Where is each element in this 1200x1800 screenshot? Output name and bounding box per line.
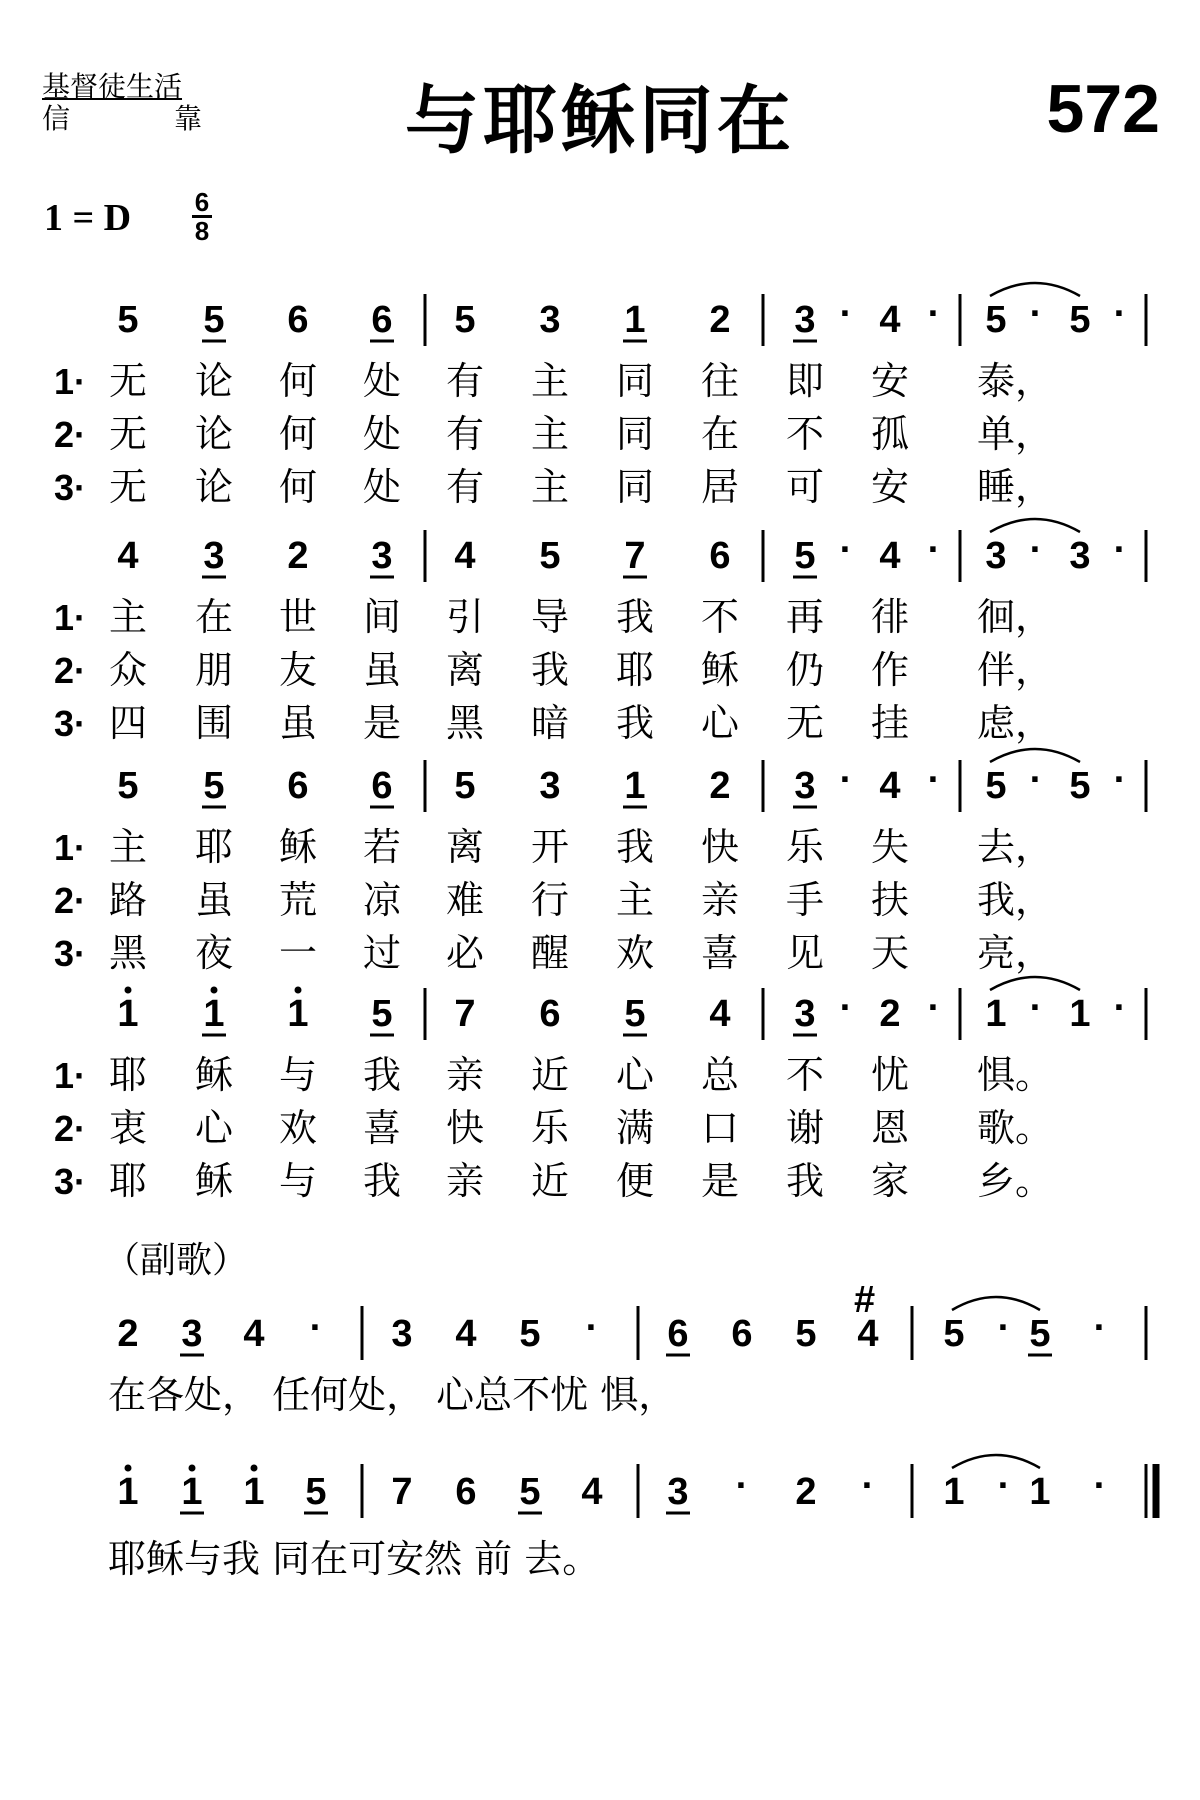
chorus-line2-note: 4 bbox=[581, 1471, 603, 1513]
system1-lyric-char: 单， bbox=[977, 412, 1054, 456]
system4-lyric-char: 衷 bbox=[109, 1106, 148, 1150]
system1-lyric-char: 同 bbox=[616, 465, 655, 509]
system1-lyric-char: 孤 bbox=[871, 412, 910, 456]
system1-note: 5 bbox=[1069, 299, 1091, 341]
chorus-line2-dot: · bbox=[997, 1465, 1011, 1507]
system2-lyric-char: 虽 bbox=[279, 701, 318, 745]
chorus-line2-dot: · bbox=[735, 1465, 749, 1507]
system2-verse-number: 1· bbox=[54, 597, 87, 638]
system1-dot: · bbox=[839, 293, 853, 335]
system1-lyric-char: 主 bbox=[531, 359, 570, 403]
system1-note: 3 bbox=[539, 299, 561, 341]
system3-lyric-char: 快 bbox=[701, 825, 740, 869]
chorus-line1-tie bbox=[952, 1297, 1040, 1310]
time-top: 6 bbox=[194, 187, 210, 217]
system4-lyric-char: 与 bbox=[279, 1053, 318, 1097]
system1-verse-number: 2· bbox=[54, 414, 87, 455]
system2-note: 2 bbox=[287, 535, 309, 577]
chorus-line1-dot: · bbox=[1093, 1307, 1107, 1349]
system3-dot: · bbox=[1113, 759, 1127, 801]
system3-lyric-char: 开 bbox=[531, 825, 570, 869]
chorus-line2-note: 2 bbox=[795, 1471, 817, 1513]
system4-dot: · bbox=[927, 987, 941, 1029]
system1-lyric-char: 处 bbox=[363, 412, 402, 456]
system1-note: 4 bbox=[879, 299, 901, 341]
system1-note: 2 bbox=[709, 299, 731, 341]
system4-verse-number: 2· bbox=[54, 1108, 87, 1149]
system1-lyric-char: 无 bbox=[109, 359, 148, 403]
system4-lyric-char: 近 bbox=[531, 1053, 570, 1097]
system4-lyric-char: 亲 bbox=[446, 1053, 485, 1097]
system3-lyric-char: 行 bbox=[531, 878, 570, 922]
chorus-line2-note: 6 bbox=[455, 1471, 477, 1513]
system1-lyric-char: 有 bbox=[446, 412, 485, 456]
chorus-lyric-line2: 耶稣与我 同在可安然 前 去。 bbox=[108, 1537, 601, 1581]
system3-lyric-char: 路 bbox=[109, 878, 148, 922]
system1-lyric-char: 论 bbox=[195, 412, 234, 456]
system2-lyric-char: 徘 bbox=[871, 595, 910, 639]
system2-lyric-char: 是 bbox=[363, 701, 402, 745]
system1-note: 5 bbox=[454, 299, 476, 341]
system3-note: 3 bbox=[794, 765, 816, 807]
system1-lyric-char: 泰， bbox=[977, 359, 1054, 403]
system4-note: 1 bbox=[1069, 993, 1091, 1035]
system3-lyric-char: 夜 bbox=[195, 931, 234, 975]
chorus-line2-note: 7 bbox=[391, 1471, 413, 1513]
system1-note: 1 bbox=[624, 299, 646, 341]
system2-lyric-char: 作 bbox=[871, 648, 910, 692]
chorus-line1-note: 6 bbox=[667, 1313, 689, 1355]
system1-lyric-char: 即 bbox=[786, 359, 825, 403]
chorus-line1-note: 4 bbox=[455, 1313, 477, 1355]
system3-lyric-char: 我 bbox=[616, 825, 655, 869]
system4-lyric-char: 我 bbox=[363, 1159, 402, 1203]
system4-lyric-char: 耶 bbox=[109, 1053, 148, 1097]
system3-lyric-char: 难 bbox=[446, 878, 485, 922]
chorus-line2-octave-dot bbox=[189, 1465, 196, 1472]
system1-note: 6 bbox=[371, 299, 393, 341]
system2-lyric-char: 众 bbox=[109, 648, 148, 692]
system3-lyric-char: 耶 bbox=[195, 825, 234, 869]
system1-note: 3 bbox=[794, 299, 816, 341]
system2-lyric-char: 黑 bbox=[446, 701, 485, 745]
system3-lyric-char: 喜 bbox=[701, 931, 740, 975]
system3-lyric-char: 我， bbox=[977, 878, 1054, 922]
system2-lyric-char: 围 bbox=[195, 701, 234, 745]
system2-lyric-char: 世 bbox=[279, 595, 318, 639]
system3-lyric-char: 若 bbox=[363, 825, 402, 869]
key-signature: 1 = D bbox=[44, 197, 132, 239]
chorus-line1-note: 4 bbox=[243, 1313, 265, 1355]
system4-lyric-char: 歌。 bbox=[977, 1106, 1054, 1150]
system2-lyric-char: 在 bbox=[195, 595, 234, 639]
system2-lyric-char: 挂 bbox=[871, 701, 910, 745]
system3-lyric-char: 过 bbox=[363, 931, 402, 975]
system3-note: 5 bbox=[117, 765, 139, 807]
system4-lyric-char: 耶 bbox=[109, 1159, 148, 1203]
system2-lyric-char: 虽 bbox=[363, 648, 402, 692]
system2-lyric-char: 心 bbox=[701, 701, 740, 745]
system1-lyric-char: 同 bbox=[616, 412, 655, 456]
system4-lyric-char: 心 bbox=[616, 1053, 655, 1097]
system3-note: 5 bbox=[1069, 765, 1091, 807]
system3-note: 1 bbox=[624, 765, 646, 807]
hymn-number: 572 bbox=[1046, 71, 1160, 147]
chorus-line1-note: 5 bbox=[519, 1313, 541, 1355]
chorus-line2-note: 1 bbox=[1029, 1471, 1051, 1513]
system1-lyric-char: 不 bbox=[786, 412, 825, 456]
system1-lyric-char: 主 bbox=[531, 465, 570, 509]
system1-lyric-char: 无 bbox=[109, 412, 148, 456]
system3-note: 6 bbox=[287, 765, 309, 807]
system3-note: 3 bbox=[539, 765, 561, 807]
system4-lyric-char: 我 bbox=[363, 1053, 402, 1097]
system2-lyric-char: 我 bbox=[616, 595, 655, 639]
system4-note: 7 bbox=[454, 993, 476, 1035]
system4-lyric-char: 满 bbox=[616, 1106, 655, 1150]
system1-lyric-char: 居 bbox=[701, 465, 740, 509]
system4-octave-dot bbox=[295, 987, 302, 994]
system2-dot: · bbox=[839, 529, 853, 571]
system2-note: 4 bbox=[454, 535, 476, 577]
chorus-line2-octave-dot bbox=[125, 1465, 132, 1472]
system2-note: 7 bbox=[624, 535, 646, 577]
system3-lyric-char: 扶 bbox=[871, 878, 910, 922]
system4-lyric-char: 是 bbox=[701, 1159, 740, 1203]
system2-note: 3 bbox=[1069, 535, 1091, 577]
system1-lyric-char: 安 bbox=[871, 359, 910, 403]
system4-lyric-char: 与 bbox=[279, 1159, 318, 1203]
system1-lyric-char: 论 bbox=[195, 465, 234, 509]
chorus-line1-dot: · bbox=[309, 1307, 323, 1349]
chorus-line2-note: 1 bbox=[117, 1471, 139, 1513]
chorus-line1-note: 5 bbox=[795, 1313, 817, 1355]
system3-lyric-char: 荒 bbox=[279, 878, 318, 922]
system3-lyric-char: 必 bbox=[446, 931, 485, 975]
system1-lyric-char: 可 bbox=[786, 465, 825, 509]
system2-lyric-char: 徊， bbox=[977, 595, 1054, 639]
chorus-line2-note: 1 bbox=[943, 1471, 965, 1513]
system1-note: 6 bbox=[287, 299, 309, 341]
system4-note: 1 bbox=[117, 993, 139, 1035]
system1-lyric-char: 无 bbox=[109, 465, 148, 509]
system2-lyric-char: 主 bbox=[109, 595, 148, 639]
system4-lyric-char: 我 bbox=[786, 1159, 825, 1203]
system2-note: 4 bbox=[117, 535, 139, 577]
chorus-line2-dot: · bbox=[861, 1465, 875, 1507]
system4-dot: · bbox=[839, 987, 853, 1029]
system1-lyric-char: 论 bbox=[195, 359, 234, 403]
system3-note: 5 bbox=[985, 765, 1007, 807]
system3-lyric-char: 手 bbox=[786, 878, 825, 922]
system3-dot: · bbox=[1029, 759, 1043, 801]
system1-dot: · bbox=[1029, 293, 1043, 335]
system2-lyric-char: 间 bbox=[363, 595, 402, 639]
system1-dot: · bbox=[927, 293, 941, 335]
system4-lyric-char: 总 bbox=[701, 1053, 740, 1097]
system4-dot: · bbox=[1029, 987, 1043, 1029]
system4-note: 5 bbox=[624, 993, 646, 1035]
system1-lyric-char: 安 bbox=[871, 465, 910, 509]
subcategory-right: 靠 bbox=[173, 102, 202, 135]
chorus-line1-note: 3 bbox=[181, 1313, 203, 1355]
system1-lyric-char: 处 bbox=[363, 359, 402, 403]
system3-dot: · bbox=[927, 759, 941, 801]
chorus-line1-note: 2 bbox=[117, 1313, 139, 1355]
system3-lyric-char: 主 bbox=[616, 878, 655, 922]
system3-lyric-char: 主 bbox=[109, 825, 148, 869]
system3-lyric-char: 醒 bbox=[531, 931, 570, 975]
system4-note: 5 bbox=[371, 993, 393, 1035]
system4-lyric-char: 欢 bbox=[279, 1106, 318, 1150]
system2-lyric-char: 虑， bbox=[977, 701, 1054, 745]
system3-verse-number: 3· bbox=[54, 933, 87, 974]
system4-octave-dot bbox=[125, 987, 132, 994]
system3-lyric-char: 去， bbox=[977, 825, 1054, 869]
system2-lyric-char: 再 bbox=[786, 595, 825, 639]
chorus-line1-note: 3 bbox=[391, 1313, 413, 1355]
system3-lyric-char: 亲 bbox=[701, 878, 740, 922]
system4-lyric-char: 恩 bbox=[871, 1106, 910, 1150]
system4-lyric-char: 乡。 bbox=[977, 1159, 1054, 1203]
system3-verse-number: 1· bbox=[54, 827, 87, 868]
system4-lyric-char: 口 bbox=[701, 1106, 740, 1150]
system3-lyric-char: 见 bbox=[786, 931, 825, 975]
system1-lyric-char: 何 bbox=[279, 465, 318, 509]
system3-lyric-char: 失 bbox=[871, 825, 910, 869]
system2-lyric-char: 四 bbox=[109, 701, 148, 745]
system1-lyric-char: 在 bbox=[701, 412, 740, 456]
system2-verse-number: 2· bbox=[54, 650, 87, 691]
system4-note: 1 bbox=[287, 993, 309, 1035]
system4-note: 1 bbox=[203, 993, 225, 1035]
system3-dot: · bbox=[839, 759, 853, 801]
system2-lyric-char: 暗 bbox=[531, 701, 570, 745]
system4-lyric-char: 近 bbox=[531, 1159, 570, 1203]
system4-lyric-char: 惧。 bbox=[977, 1053, 1054, 1097]
system3-note: 4 bbox=[879, 765, 901, 807]
system3-lyric-char: 乐 bbox=[786, 825, 825, 869]
system3-lyric-char: 离 bbox=[446, 825, 485, 869]
system2-lyric-char: 我 bbox=[616, 701, 655, 745]
system4-lyric-char: 快 bbox=[446, 1106, 485, 1150]
subcategory-left: 信 bbox=[42, 102, 71, 135]
system4-note: 6 bbox=[539, 993, 561, 1035]
system1-lyric-char: 有 bbox=[446, 465, 485, 509]
system1-lyric-char: 睡， bbox=[977, 465, 1054, 509]
system2-lyric-char: 朋 bbox=[195, 648, 234, 692]
system2-lyric-char: 稣 bbox=[701, 648, 740, 692]
system2-note: 4 bbox=[879, 535, 901, 577]
system3-note: 5 bbox=[203, 765, 225, 807]
system4-dot: · bbox=[1113, 987, 1127, 1029]
system4-note: 4 bbox=[709, 993, 731, 1035]
system2-lyric-char: 引 bbox=[446, 595, 485, 639]
chorus-line2-tie bbox=[952, 1455, 1040, 1468]
system3-note: 5 bbox=[454, 765, 476, 807]
system1-lyric-char: 有 bbox=[446, 359, 485, 403]
system3-lyric-char: 黑 bbox=[109, 931, 148, 975]
system3-lyric-char: 稣 bbox=[279, 825, 318, 869]
system4-lyric-char: 亲 bbox=[446, 1159, 485, 1203]
chorus-label: （副歌） bbox=[104, 1240, 249, 1281]
system2-dot: · bbox=[1029, 529, 1043, 571]
system4-lyric-char: 忧 bbox=[871, 1053, 910, 1097]
system2-note: 5 bbox=[539, 535, 561, 577]
chorus-line2-octave-dot bbox=[251, 1465, 258, 1472]
system1-note: 5 bbox=[203, 299, 225, 341]
system4-note: 3 bbox=[794, 993, 816, 1035]
system2-note: 5 bbox=[794, 535, 816, 577]
system2-note: 3 bbox=[371, 535, 393, 577]
category-label: 基督徒生活 bbox=[42, 70, 183, 103]
system4-lyric-char: 乐 bbox=[531, 1106, 570, 1150]
hymn-title: 与耶稣同在 bbox=[405, 78, 795, 164]
system2-note: 3 bbox=[203, 535, 225, 577]
system3-note: 2 bbox=[709, 765, 731, 807]
system1-verse-number: 1· bbox=[54, 361, 87, 402]
system4-lyric-char: 便 bbox=[616, 1159, 655, 1203]
time-bottom: 8 bbox=[194, 216, 210, 246]
system1-lyric-char: 处 bbox=[363, 465, 402, 509]
system2-lyric-char: 友 bbox=[279, 648, 318, 692]
system2-note: 3 bbox=[985, 535, 1007, 577]
system2-lyric-char: 不 bbox=[701, 595, 740, 639]
system2-verse-number: 3· bbox=[54, 703, 87, 744]
chorus-line2-note: 5 bbox=[519, 1471, 541, 1513]
system1-dot: · bbox=[1113, 293, 1127, 335]
chorus-line2-dot: · bbox=[1093, 1465, 1107, 1507]
system3-lyric-char: 天 bbox=[871, 931, 910, 975]
system2-lyric-char: 导 bbox=[531, 595, 570, 639]
chorus-line2-note: 1 bbox=[243, 1471, 265, 1513]
system4-lyric-char: 家 bbox=[871, 1159, 910, 1203]
system4-lyric-char: 稣 bbox=[195, 1159, 234, 1203]
system3-lyric-char: 虽 bbox=[195, 878, 234, 922]
system2-dot: · bbox=[927, 529, 941, 571]
system3-lyric-char: 一 bbox=[279, 931, 318, 975]
system3-verse-number: 2· bbox=[54, 880, 87, 921]
system1-lyric-char: 何 bbox=[279, 412, 318, 456]
system4-lyric-char: 不 bbox=[786, 1053, 825, 1097]
system1-verse-number: 3· bbox=[54, 467, 87, 508]
chorus-line2-note: 3 bbox=[667, 1471, 689, 1513]
system4-octave-dot bbox=[211, 987, 218, 994]
system4-lyric-char: 谢 bbox=[786, 1106, 825, 1150]
chorus-lyric-line1: 在各处， 任何处， 心总不忧 惧， bbox=[108, 1373, 677, 1417]
chorus-line1-note: 5 bbox=[1029, 1313, 1051, 1355]
chorus-line1-note: 5 bbox=[943, 1313, 965, 1355]
system2-lyric-char: 我 bbox=[531, 648, 570, 692]
system2-dot: · bbox=[1113, 529, 1127, 571]
system4-note: 1 bbox=[985, 993, 1007, 1035]
chorus-line1-note: 6 bbox=[731, 1313, 753, 1355]
chorus-line2-note: 5 bbox=[305, 1471, 327, 1513]
system4-lyric-char: 稣 bbox=[195, 1053, 234, 1097]
system2-lyric-char: 无 bbox=[786, 701, 825, 745]
system2-lyric-char: 离 bbox=[446, 648, 485, 692]
chorus-line2-note: 1 bbox=[181, 1471, 203, 1513]
system1-lyric-char: 何 bbox=[279, 359, 318, 403]
system4-verse-number: 1· bbox=[54, 1055, 87, 1096]
system4-lyric-char: 心 bbox=[195, 1106, 234, 1150]
system3-note: 6 bbox=[371, 765, 393, 807]
system1-note: 5 bbox=[117, 299, 139, 341]
system2-note: 6 bbox=[709, 535, 731, 577]
system1-lyric-char: 往 bbox=[701, 359, 740, 403]
system2-lyric-char: 仍 bbox=[786, 648, 825, 692]
system1-note: 5 bbox=[985, 299, 1007, 341]
system3-lyric-char: 欢 bbox=[616, 931, 655, 975]
system1-lyric-char: 主 bbox=[531, 412, 570, 456]
system1-lyric-char: 同 bbox=[616, 359, 655, 403]
system2-lyric-char: 伴， bbox=[977, 648, 1054, 692]
system3-lyric-char: 凉 bbox=[363, 878, 402, 922]
system4-note: 2 bbox=[879, 993, 901, 1035]
chorus-line1-note: 4 bbox=[857, 1313, 879, 1355]
chorus-line1-dot: · bbox=[997, 1307, 1011, 1349]
chorus-sharp: # bbox=[854, 1279, 876, 1321]
system2-lyric-char: 耶 bbox=[616, 648, 655, 692]
system4-verse-number: 3· bbox=[54, 1161, 87, 1202]
system4-lyric-char: 喜 bbox=[363, 1106, 402, 1150]
system3-lyric-char: 亮， bbox=[977, 931, 1054, 975]
chorus-line1-dot: · bbox=[585, 1307, 599, 1349]
